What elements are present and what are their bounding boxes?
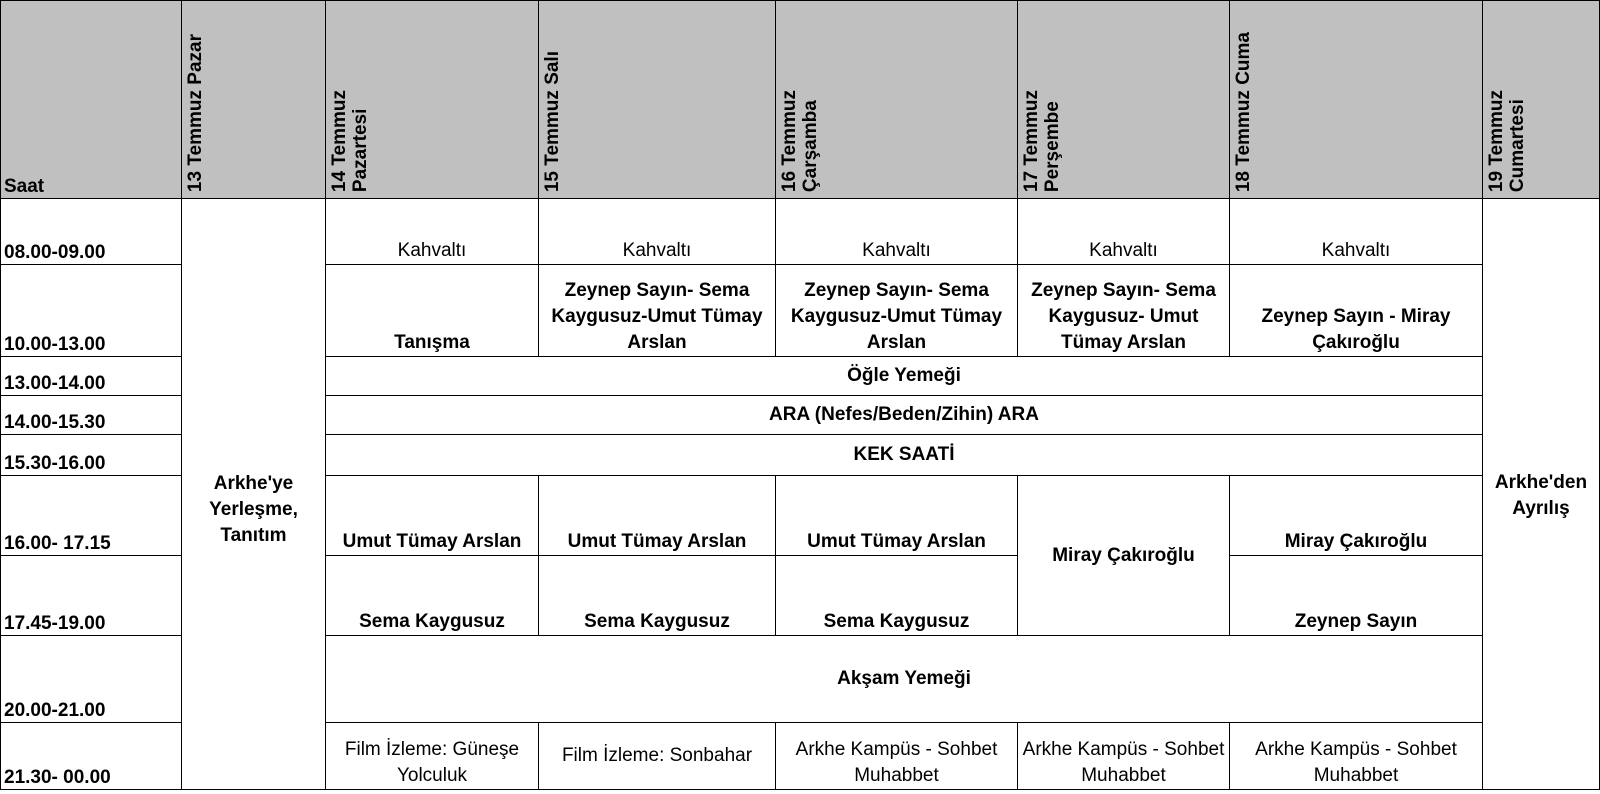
sunday-cell <box>182 199 326 790</box>
header-day-label: 13 Temmuz Pazar <box>185 33 206 192</box>
header-day-saturday <box>1483 1 1600 199</box>
header-day-friday <box>1230 1 1483 199</box>
lunch-cell: Öğle Yemeği <box>326 357 1483 396</box>
cake-cell: KEK SAATİ <box>326 435 1483 476</box>
header-day-wednesday <box>776 1 1018 199</box>
time-cell: 13.00-14.00 <box>1 357 182 396</box>
afternoon2-friday: Zeynep Sayın <box>1230 556 1483 636</box>
header-day-label: 19 Temmuz Cumartesi <box>1486 89 1528 192</box>
afternoon1-tuesday: Umut Tümay Arslan <box>539 476 776 556</box>
header-row <box>1 1 1600 199</box>
time-cell: 16.00- 17.15 <box>1 476 182 556</box>
header-day-label: 14 Temmuz Pazartesi <box>329 89 371 192</box>
time-cell: 21.30- 00.00 <box>1 723 182 790</box>
time-cell: 14.00-15.30 <box>1 396 182 435</box>
afternoon1-monday: Umut Tümay Arslan <box>326 476 539 556</box>
evening-monday: Film İzleme: Güneşe Yolculuk <box>326 723 539 790</box>
morning-thursday: Zeynep Sayın- Sema Kaygusuz- Umut Tümay Arslan <box>1018 265 1230 357</box>
breakfast-tuesday: Kahvaltı <box>539 199 776 265</box>
afternoon1-wednesday: Umut Tümay Arslan <box>776 476 1018 556</box>
saturday-cell <box>1483 199 1600 790</box>
afternoon2-wednesday: Sema Kaygusuz <box>776 556 1018 636</box>
header-day-monday <box>326 1 539 199</box>
header-day-label: 18 Temmuz Cuma <box>1233 31 1254 192</box>
time-cell: 08.00-09.00 <box>1 199 182 265</box>
header-day-thursday <box>1018 1 1230 199</box>
morning-friday: Zeynep Sayın - Miray Çakıroğlu <box>1230 265 1483 357</box>
breakfast-friday: Kahvaltı <box>1230 199 1483 265</box>
evening-thursday: Arkhe Kampüs - Sohbet Muhabbet <box>1018 723 1230 790</box>
row-breakfast <box>1 199 1600 265</box>
time-cell: 15.30-16.00 <box>1 435 182 476</box>
time-cell: 17.45-19.00 <box>1 556 182 636</box>
afternoon1-friday: Miray Çakıroğlu <box>1230 476 1483 556</box>
breakfast-thursday: Kahvaltı <box>1018 199 1230 265</box>
morning-monday: Tanışma <box>326 265 539 357</box>
sunday-label: Arkhe'ye Yerleşme, Tanıtım <box>209 473 298 546</box>
evening-tuesday: Film İzleme: Sonbahar <box>539 723 776 790</box>
header-saat: Saat <box>1 1 182 199</box>
header-day-tuesday <box>539 1 776 199</box>
dinner-cell: Akşam Yemeği <box>326 636 1483 723</box>
morning-wednesday: Zeynep Sayın- Sema Kaygusuz-Umut Tümay Arslan <box>776 265 1018 357</box>
afternoon2-monday: Sema Kaygusuz <box>326 556 539 636</box>
morning-tuesday: Zeynep Sayın- Sema Kaygusuz-Umut Tümay Arslan <box>539 265 776 357</box>
breakfast-wednesday: Kahvaltı <box>776 199 1018 265</box>
afternoon2-tuesday: Sema Kaygusuz <box>539 556 776 636</box>
time-cell: 10.00-13.00 <box>1 265 182 357</box>
evening-friday: Arkhe Kampüs - Sohbet Muhabbet <box>1230 723 1483 790</box>
evening-wednesday: Arkhe Kampüs - Sohbet Muhabbet <box>776 723 1018 790</box>
saturday-label: Arkhe'den Ayrılış <box>1494 472 1588 519</box>
header-day-sunday <box>182 1 326 199</box>
header-day-label: 16 Temmuz Çarşamba <box>779 89 821 192</box>
time-cell: 20.00-21.00 <box>1 636 182 723</box>
break-cell: ARA (Nefes/Beden/Zihin) ARA <box>326 396 1483 435</box>
header-day-label: 17 Temmuz Perşembe <box>1021 89 1063 192</box>
breakfast-monday: Kahvaltı <box>326 199 539 265</box>
header-day-label: 15 Temmuz Salı <box>542 50 563 192</box>
afternoon-thursday: Miray Çakıroğlu <box>1018 476 1230 636</box>
